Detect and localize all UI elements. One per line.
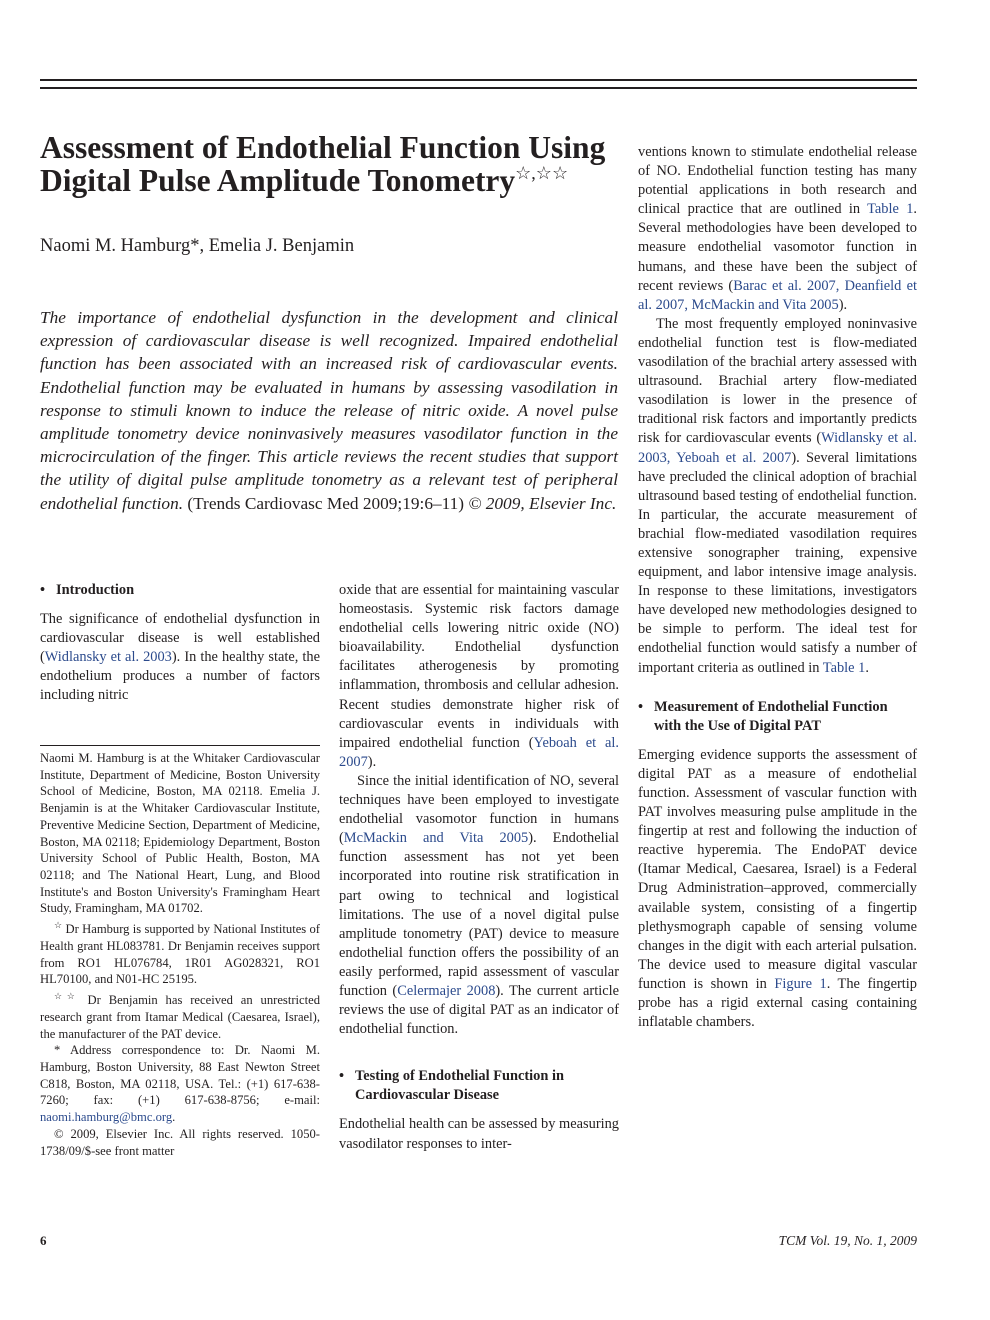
title-text: Assessment of Endothelial Function Using Digital Pulse Amplitude Tonometry	[40, 130, 606, 198]
paragraph	[638, 143, 917, 315]
heading-text: Measurement of Endothelial Function with the Use of Digital PAT	[654, 698, 888, 734]
table-link[interactable]: Table 1	[867, 201, 914, 218]
text: ). Endothelial function assessment has not yet been incorporated into routine risk stratification in part owing to technical and logistical limitations. The use of a novel digital pulse amplitude tonometry (PAT) device to measure endothelial function offers the possibility of an easily performed, rapid assessment of vascular function (	[339, 830, 619, 999]
column-3	[638, 143, 917, 1032]
header-rule-bottom	[40, 87, 917, 89]
text: ).	[838, 296, 848, 313]
footnote-funding	[40, 917, 320, 988]
text: The most frequently employed noninvasive endothelial function test is flow-mediated vasodilation of the brachial artery assessed with ultrasound. Brachial artery flow-mediated vasodilation is lower in the presence of traditional risk factors and importantly predicts risk for cardiovascular events (	[638, 315, 917, 447]
reference-link[interactable]: Widlansky et al. 2003	[44, 649, 172, 666]
header-rule-top	[40, 79, 917, 81]
reference-link[interactable]: McMackin and Vita 2005	[343, 830, 529, 847]
paragraph: Endothelial health can be assessed by measuring vasodilator responses to inter-	[339, 1116, 619, 1152]
bullet-icon: •	[638, 698, 644, 715]
figure-link[interactable]: Figure 1	[774, 975, 827, 992]
table-link[interactable]: Table 1	[822, 659, 866, 676]
paragraph	[339, 772, 619, 1039]
bullet-icon: •	[40, 582, 46, 598]
text: Emerging evidence supports the assessment of digital PAT as a measure of endothelial function. Assessment of vascular function with PAT involves measuring pulse amplitude in the fingertip at rest and following the induction of reactive hyperemia. The EndoPAT device (Itamar Medical, Caesarea, Israel) is a Federal Drug Administration–approved, commercially available system, consisting of a fingertip plethysmograph capable of sensing volume changes in the digit with each arterial pulsation. The device used to measure digital vascular function is shown in	[638, 746, 917, 992]
abstract-copyright: © 2009, Elsevier Inc.	[468, 493, 617, 513]
footnote-affiliation: Naomi M. Hamburg is at the Whitaker Cardiovascular Institute, Department of Medicine, Boston University School of Medicine, Boston, MA 02118. Emelia J. Benjamin is at the Whitaker Cardiovascular Institute, Preventive Medicine Section, Department of Medicine, Boston, MA 02118; Epidemiology Department, Boston University School of Public Health, Boston, MA 02118; and The National Heart, Lung, and Blood Institute's and Boston University's Framingham Heart Study, Framingham, MA 01702.	[40, 751, 320, 916]
email-link[interactable]: naomi.hamburg@bmc.org	[40, 1110, 173, 1125]
section-heading-measurement	[638, 698, 917, 736]
text: . The fingertip probe has a rigid external casing containing inflatable chambers.	[638, 975, 918, 1031]
text: .	[172, 1110, 176, 1125]
footnotes	[40, 745, 320, 1159]
text: Dr Benjamin has received an unrestricted research grant from Itamar Medical (Caesarea, Israel), the manufacturer of the PAT device.	[40, 993, 320, 1041]
heading-text: Introduction	[56, 582, 135, 598]
footnote-mark: ☆	[54, 920, 63, 931]
text: The significance of endothelial dysfunction in cardiovascular disease is well established (	[40, 611, 320, 666]
article-title	[40, 131, 620, 197]
page-number: 6	[40, 1233, 47, 1248]
text: ).	[367, 753, 377, 770]
reference-link[interactable]: Barac et al. 2007, Deanfield et al. 2007, McMackin and Vita 2005	[638, 277, 917, 313]
text: Since the initial identification of NO, several techniques have been employed to investigate endothelial vasomotor function in humans (	[339, 772, 619, 847]
text: ventions known to stimulate endothelial release of NO. Endothelial function testing has many potential applications in both research and clinical practice that are outlined in	[638, 144, 917, 218]
text: . Several methodologies have been developed to measure endothelial vasomotor function in humans, and these have been the subject of recent reviews (	[638, 201, 917, 294]
citation: (Trends Cardiovasc Med 2009;19:6–11)	[187, 493, 464, 513]
text: oxide that are essential for maintaining vascular homeostasis. Systemic risk factors damage endothelial cells lowering nitric oxide (NO) bioavailability. Endothelial dysfunction facilitates atherogenesis by promoting inflammation, thrombosis and cellular adhesion. Recent studies demonstrate higher risk of cardiovascular events in individuals with impaired endothelial function (	[339, 582, 619, 751]
section-heading-introduction	[40, 581, 320, 600]
abstract-text: The importance of endothelial dysfunction in the development and clinical expression of cardiovascular disease is well recognized. Impaired endothelial function has been associated with an increased risk of cardiovascular events. Endothelial function may be evaluated in humans by assessing vasodilation in response to stimuli known to induce the release of nitric oxide. A novel pulse amplitude tonometry device noninvasively measures vasodilator function in the microcirculation of the finger. This article reviews the recent studies that support the utility of digital pulse amplitude tonometry as a relevant test of peripheral endothelial function.	[40, 308, 618, 513]
text: Dr Hamburg is supported by National Institutes of Health grant HL083781. Dr Benjamin receives support from RO1 HL076784, 1R01 AG028321, RO1 HL70100, and N01-HC 25195.	[40, 922, 320, 987]
reference-link[interactable]: Celermajer 2008	[397, 982, 496, 999]
paragraph	[40, 610, 320, 705]
text: * Address correspondence to: Dr. Naomi M. Hamburg, Boston University, 88 East Newton Street C818, Boston, MA 02118, USA. Tel.: (+1) 617-638-7260; fax: (+1) 617-638-8756; e-mail:	[40, 1043, 320, 1108]
column-1	[40, 581, 320, 706]
journal-reference: TCM Vol. 19, No. 1, 2009	[778, 1233, 917, 1248]
paragraph	[339, 581, 619, 772]
title-footnote-marks: ☆,☆☆	[515, 163, 569, 183]
paragraph	[638, 746, 917, 1032]
abstract	[40, 306, 618, 515]
paragraph	[638, 315, 917, 678]
reference-link[interactable]: Widlansky et al. 2003, Yeboah et al. 2007	[638, 430, 917, 466]
footnote-rule	[40, 745, 320, 746]
heading-text: Testing of Endothelial Function in Cardiovascular Disease	[355, 1068, 564, 1104]
text: .	[865, 659, 869, 676]
reference-link[interactable]: Yeboah et al. 2007	[339, 734, 619, 770]
text: ). In the healthy state, the endothelium produces a number of factors including nitric	[40, 649, 320, 704]
text: ). Several limitations have precluded the clinical adoption of brachial ultrasound based testing of endothelial function. In particular, the accurate measurement of brachial flow-mediated vasodilation requires extensive sonographer training, expensive equipment, and labor intensive image analysis. In response to these limitations, investigators have developed new methodologies designed to be simple to perform. The ideal test for endothelial function would satisfy a number of important criteria as outlined in	[638, 449, 918, 676]
text: ). The current article reviews the use of digital PAT as an indicator of endothelial function.	[339, 982, 619, 1038]
column-2	[339, 581, 619, 1154]
section-heading-testing	[339, 1067, 619, 1105]
footnote-correspondence	[40, 1042, 320, 1126]
footnote-copyright: © 2009, Elsevier Inc. All rights reserved. 1050-1738/09/$-see front matter	[40, 1126, 320, 1158]
footnote-mark: ☆☆	[54, 991, 80, 1002]
author-list: Naomi M. Hamburg*, Emelia J. Benjamin	[40, 236, 355, 256]
footnote-disclosure	[40, 988, 320, 1042]
bullet-icon: •	[339, 1068, 345, 1085]
